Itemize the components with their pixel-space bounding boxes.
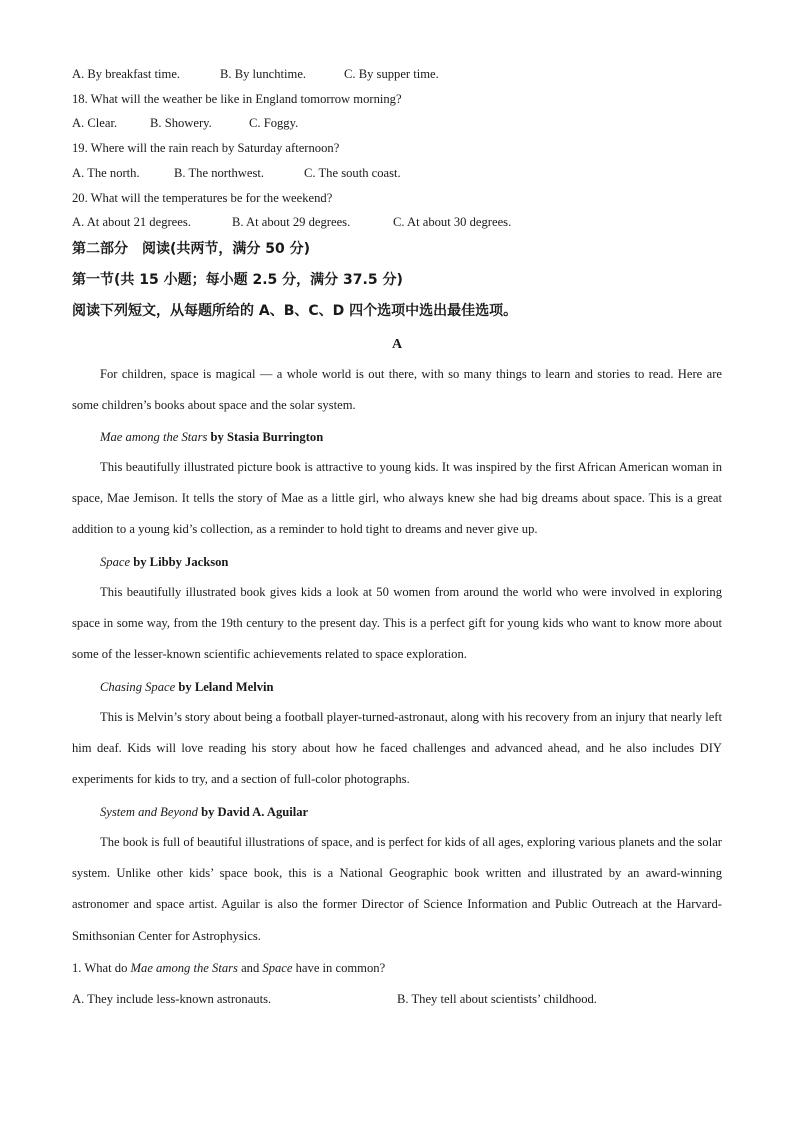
passage-intro: For children, space is magical — a whole world is out there, with so many things to learn and stories to read. Here are some children’s books about space and the solar system. (72, 367, 722, 413)
q19-option-b: B. The northwest. (174, 166, 265, 180)
book-description-3: This is Melvin’s story about being a football player-turned-astronaut, along with his recovery from an injury that nearly left him deaf. Kids will love reading his story about how he faced challenges and advanced ahead, and he also includes DIY experiments for kids to try, and a section of full-color photographs. (72, 710, 722, 787)
q19-options (72, 165, 401, 181)
q18-option-b: B. Showery. (150, 116, 212, 130)
book-title: Chasing Space (100, 680, 176, 694)
q19-stem: 19. Where will the rain reach by Saturday afternoon? (72, 141, 340, 155)
q20-option-a: A. At about 21 degrees. (72, 215, 191, 229)
q20-options (72, 214, 511, 230)
q17-option-a: A. By breakfast time. (72, 67, 181, 81)
part-two-title: 第二部分 阅读(共两节，满分 50 分) (72, 241, 311, 257)
q1-stem-text: have in common? (292, 961, 386, 975)
q1-stem (72, 960, 385, 976)
q20-option-c: C. At about 30 degrees. (393, 215, 512, 229)
q18-options (72, 115, 298, 131)
q17-option-c: C. By supper time. (344, 67, 439, 81)
q17-option-b: B. By lunchtime. (220, 67, 307, 81)
book-heading-3 (100, 679, 274, 695)
q1-stem-title-2: Space (262, 961, 293, 975)
book-title: Space (100, 555, 131, 569)
q19-option-a: A. The north. (72, 166, 140, 180)
book-heading-4 (100, 804, 308, 820)
q1-option-b: B. They tell about scientists’ childhood. (397, 992, 597, 1006)
book-description-2: This beautifully illustrated book gives kids a look at 50 women from around the world who were involved in exploring space in some way, from the 19th century to the present day. This is a perfect gift for young kids who want to know more about some of the lesser-known scientific achievements related to space exploration. (72, 585, 722, 662)
book-description-4: The book is full of beautiful illustrations of space, and is perfect for kids of all ages, exploring various planets and the solar system. Unlike other kids’ space book, this is a National Geographic book written and illustrated by an award-winning astronomer and space artist. Aguilar is also the former Director of Science Information and Public Outreach at the Harvard-Smithsonian Center for Astrophysics. (72, 835, 722, 943)
q1-option-a: A. They include less-known astronauts. (72, 992, 272, 1006)
book-heading-2 (100, 554, 228, 570)
q1-options (72, 991, 597, 1007)
q19-option-c: C. The south coast. (304, 166, 401, 180)
book-author: by Libby Jackson (130, 555, 229, 569)
q18-option-c: C. Foggy. (249, 116, 299, 130)
q17-options (72, 66, 439, 82)
passage-label: A (391, 337, 403, 352)
q1-stem-text: 1. What do (72, 961, 131, 975)
book-title: System and Beyond (100, 805, 198, 819)
q1-stem-text: and (237, 961, 263, 975)
q18-stem: 18. What will the weather be like in England tomorrow morning? (72, 92, 402, 106)
book-heading-1 (100, 429, 323, 445)
reading-instruction: 阅读下列短文，从每题所给的 A、B、C、D 四个选项中选出最佳选项。 (72, 303, 518, 319)
book-author: by Leland Melvin (175, 680, 274, 694)
q20-stem: 20. What will the temperatures be for the weekend? (72, 191, 333, 205)
section-one-title: 第一节(共 15 小题；每小题 2.5 分，满分 37.5 分) (72, 272, 403, 288)
book-author: by Stasia Burrington (207, 430, 324, 444)
book-description-1: This beautifully illustrated picture book is attractive to young kids. It was inspired by the first African American woman in space, Mae Jemison. It tells the story of Mae as a little girl, who always knew she had big dreams about space. This is a great addition to a young kid’s collection, as a reminder to hold tight to dreams and never give up. (72, 460, 722, 537)
q1-stem-title-1: Mae among the Stars (130, 961, 238, 975)
q18-option-a: A. Clear. (72, 116, 118, 130)
book-title: Mae among the Stars (100, 430, 208, 444)
q20-option-b: B. At about 29 degrees. (232, 215, 351, 229)
book-author: by David A. Aguilar (197, 805, 309, 819)
